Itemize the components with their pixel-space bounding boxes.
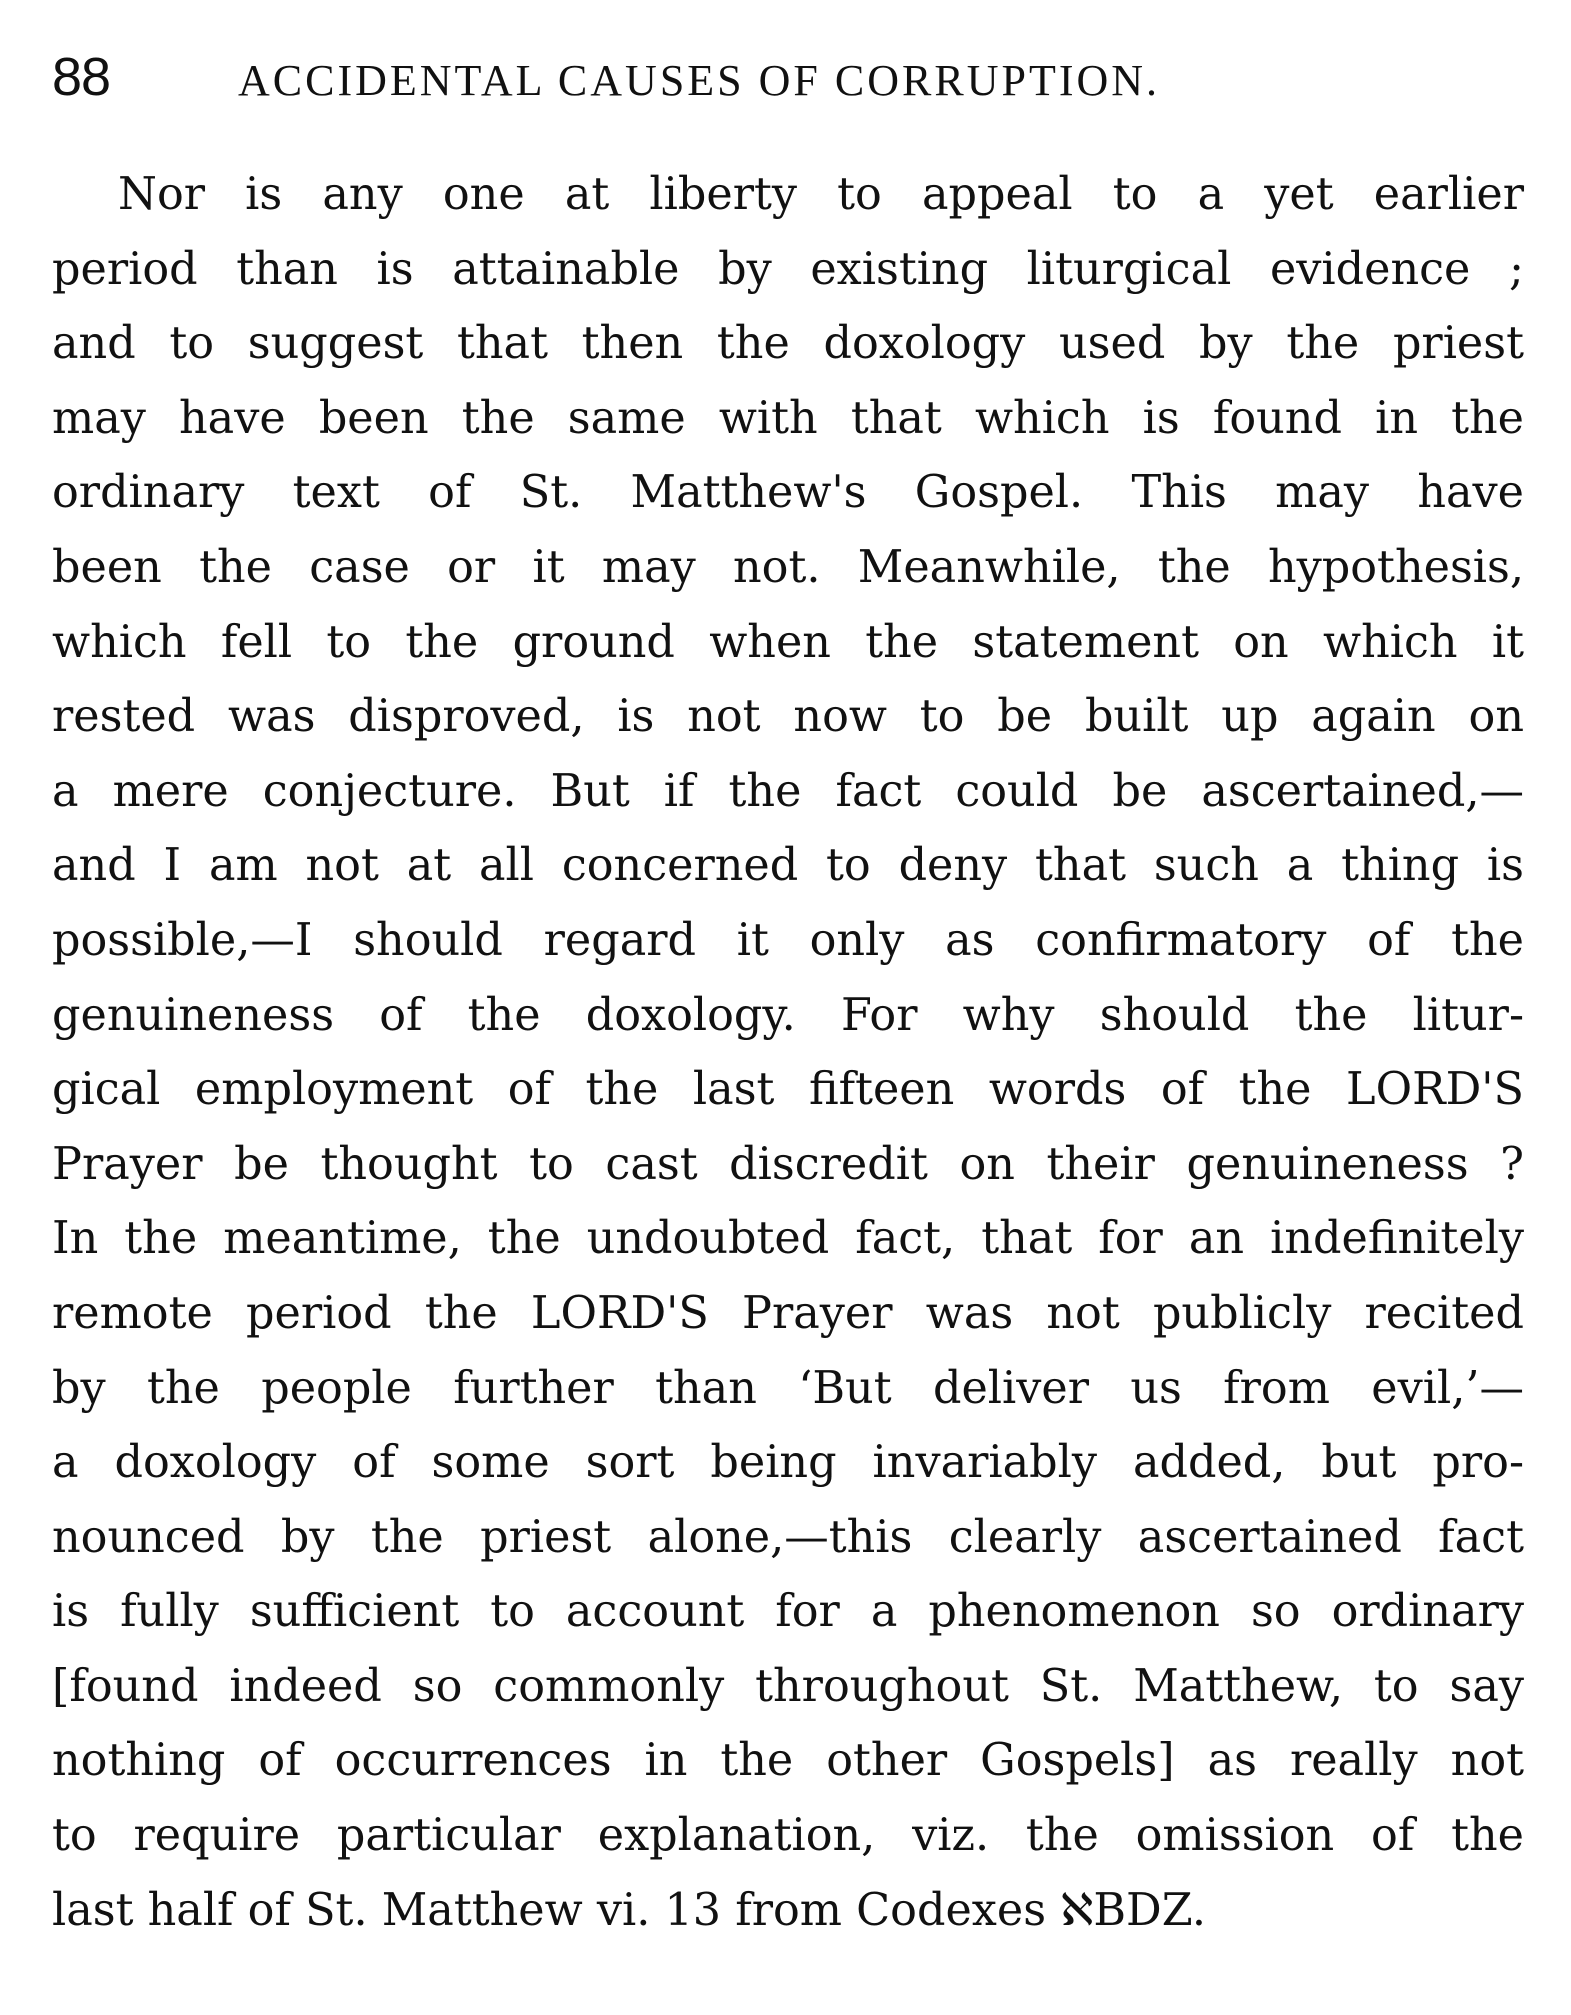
text-line: genuineness of the doxology. For why should the litur- bbox=[52, 989, 1524, 1041]
text-line: Prayer be thought to cast discredit on their genuineness ? bbox=[52, 1138, 1524, 1190]
text-line: last half of St. Matthew vi. 13 from Codexes ℵBDZ. bbox=[52, 1884, 1207, 1936]
text-line: nounced by the priest alone,—this clearly ascertained fact bbox=[52, 1511, 1524, 1563]
text-line: a mere conjecture. But if the fact could be ascertained,— bbox=[52, 765, 1524, 817]
text-line: is fully sufficient to account for a phenomenon so ordinary bbox=[52, 1586, 1524, 1638]
text-line: possible,—I should regard it only as confirmatory of the bbox=[52, 914, 1524, 966]
text-line: gical employment of the last fifteen words of the LORD'S bbox=[52, 1064, 1524, 1116]
text-line: Nor is any one at liberty to appeal to a yet earlier bbox=[118, 169, 1524, 220]
text-line: and to suggest that then the doxology used by the priest bbox=[52, 318, 1524, 370]
text-line: and I am not at all concerned to deny that such a thing is bbox=[52, 840, 1524, 892]
running-head bbox=[52, 42, 1522, 112]
text-line: period than is attainable by existing liturgical evidence ; bbox=[52, 243, 1524, 295]
text-line: In the meantime, the undoubted fact, that for an indefinitely bbox=[52, 1213, 1524, 1265]
text-line: a doxology of some sort being invariably added, but pro- bbox=[52, 1437, 1524, 1489]
page-number: 88 bbox=[52, 47, 111, 107]
text-line: which fell to the ground when the statement on which it bbox=[52, 616, 1524, 668]
text-line: nothing of occurrences in the other Gospels] as really not bbox=[52, 1735, 1524, 1787]
paragraph bbox=[52, 158, 1524, 1948]
text-line: [found indeed so commonly throughout St. Matthew, to say bbox=[52, 1660, 1524, 1712]
running-title: ACCIDENTAL CAUSES OF CORRUPTION. bbox=[238, 56, 1161, 105]
text-line: by the people further than ‘But deliver us from evil,’— bbox=[52, 1362, 1524, 1414]
text-line: may have been the same with that which is found in the bbox=[52, 392, 1524, 444]
text-line: rested was disproved, is not now to be built up again on bbox=[52, 691, 1524, 743]
text-line: to require particular explanation, viz. the omission of the bbox=[52, 1810, 1524, 1862]
text-line: ordinary text of St. Matthew's Gospel. This may have bbox=[52, 467, 1524, 519]
text-line: remote period the LORD'S Prayer was not publicly recited bbox=[52, 1287, 1524, 1339]
text-line: been the case or it may not. Meanwhile, the hypothesis, bbox=[52, 541, 1524, 593]
